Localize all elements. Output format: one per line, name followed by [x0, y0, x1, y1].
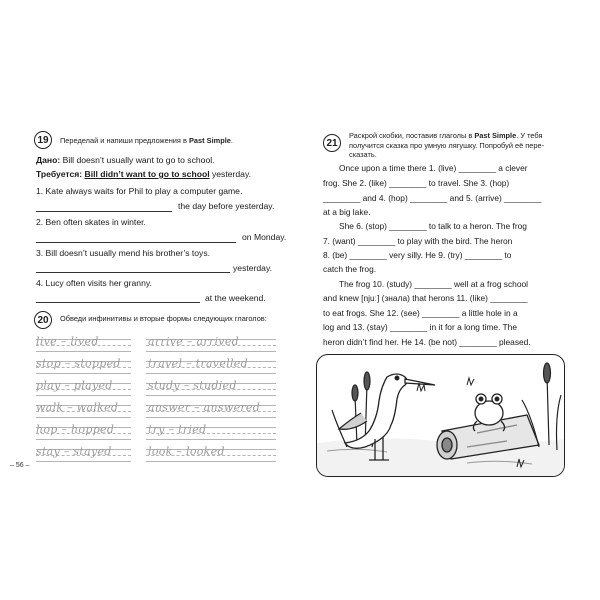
exercise-19-instruction: Переделай и напиши предложения в Past Simple. [60, 136, 233, 145]
story-line: ________ and 4. (hop) ________ and 5. (arrive) ________ [323, 193, 542, 203]
given-line [36, 155, 215, 166]
story-line: frog. She 2. (like) ________ to travel. She 3. (hop) [323, 178, 510, 188]
trace-pair-9[interactable]: hop – hopped [36, 423, 115, 436]
ex19-item-1-sentence: 1. Kate always waits for Phil to play a computer game. [36, 186, 243, 196]
story-line: She 6. (stop) ________ to talk to a heron. The frog [339, 221, 527, 231]
story-line: heron didn’t find her. He 14. (be not) ________ pleased. [323, 337, 531, 347]
story-line: to eat frogs. She 12. (see) ________ a little hole in a [323, 308, 518, 318]
story-line: 8. (be) ________ very silly. He 9. (try) ________ to [323, 250, 512, 260]
ex19-item-3-ending: yesterday. [233, 263, 273, 273]
exercise-number-20: 20 [34, 311, 52, 329]
trace-pair-1[interactable]: live – lived [36, 335, 99, 348]
story-line: log and 13. (stay) ________ in it for a long time. The [323, 322, 517, 332]
exercise-20-instruction: Обведи инфинитивы и вторые формы следующих глаголов: [60, 314, 267, 323]
ex19-item-1-ending: the day before yesterday. [178, 201, 275, 211]
ex19-item-2-sentence: 2. Ben often skates in winter. [36, 217, 146, 227]
required-tail: yesterday. [211, 169, 251, 179]
trace-pair-2[interactable]: arrive – arrived [148, 335, 239, 348]
trace-pair-11[interactable]: stay – stayed [36, 445, 112, 458]
ex19-item-4-sentence: 4. Lucy often visits her granny. [36, 278, 152, 288]
ex19-item-3-answer-line[interactable] [36, 272, 230, 273]
story-line: Once upon a time there 1. (live) ________ a clever [339, 163, 528, 173]
required-line [36, 169, 251, 180]
trace-pair-4[interactable]: travel – travelled [148, 357, 248, 370]
heron-frog-drawing [317, 355, 565, 477]
trace-pair-10[interactable]: try – tried [148, 423, 207, 436]
story-line: The frog 10. (study) ________ well at a frog school [339, 279, 529, 289]
illustration-heron-frog [316, 354, 565, 477]
ex19-item-2-answer-line[interactable] [36, 242, 236, 243]
required-answer: Bill didn’t want to go to school [84, 169, 210, 179]
page-number: – 56 – [10, 462, 30, 469]
trace-pair-3[interactable]: stop – stopped [36, 357, 121, 370]
exercise-number-21: 21 [323, 134, 341, 152]
trace-pair-12[interactable]: look – looked [148, 445, 225, 458]
required-label: Требуется: [36, 169, 83, 179]
given-label: Дано: [36, 155, 61, 165]
given-text: Bill doesn’t usually want to go to school. [62, 155, 215, 165]
story-line: and knew [njuː] (знала) that herons 11. (like) ________ [323, 293, 528, 303]
story-line: at a big lake. [323, 207, 371, 217]
trace-pair-8[interactable]: answer – answered [148, 401, 261, 414]
ex19-item-3-sentence: 3. Bill doesn’t usually mend his brother’s toys. [36, 248, 211, 258]
trace-pair-6[interactable]: study – studied [148, 379, 237, 392]
ex19-item-2-ending: on Monday. [242, 232, 287, 242]
ex19-item-1-answer-line[interactable] [36, 211, 172, 212]
ex19-item-4-ending: at the weekend. [205, 293, 266, 303]
exercise-number-19: 19 [34, 131, 52, 149]
story-line: catch the frog. [323, 264, 377, 274]
exercise-21-instruction: Раскрой скобки, поставив глаголы в Past Simple. У тебя получится сказка про умную лягушку. Попробуй её пере- сказать. [349, 131, 545, 160]
trace-pair-7[interactable]: walk – walked [36, 401, 119, 414]
ex19-item-4-answer-line[interactable] [36, 302, 200, 303]
trace-pair-5[interactable]: play – played [36, 379, 113, 392]
story-line: 7. (want) ________ to play with the bird. The heron [323, 236, 513, 246]
